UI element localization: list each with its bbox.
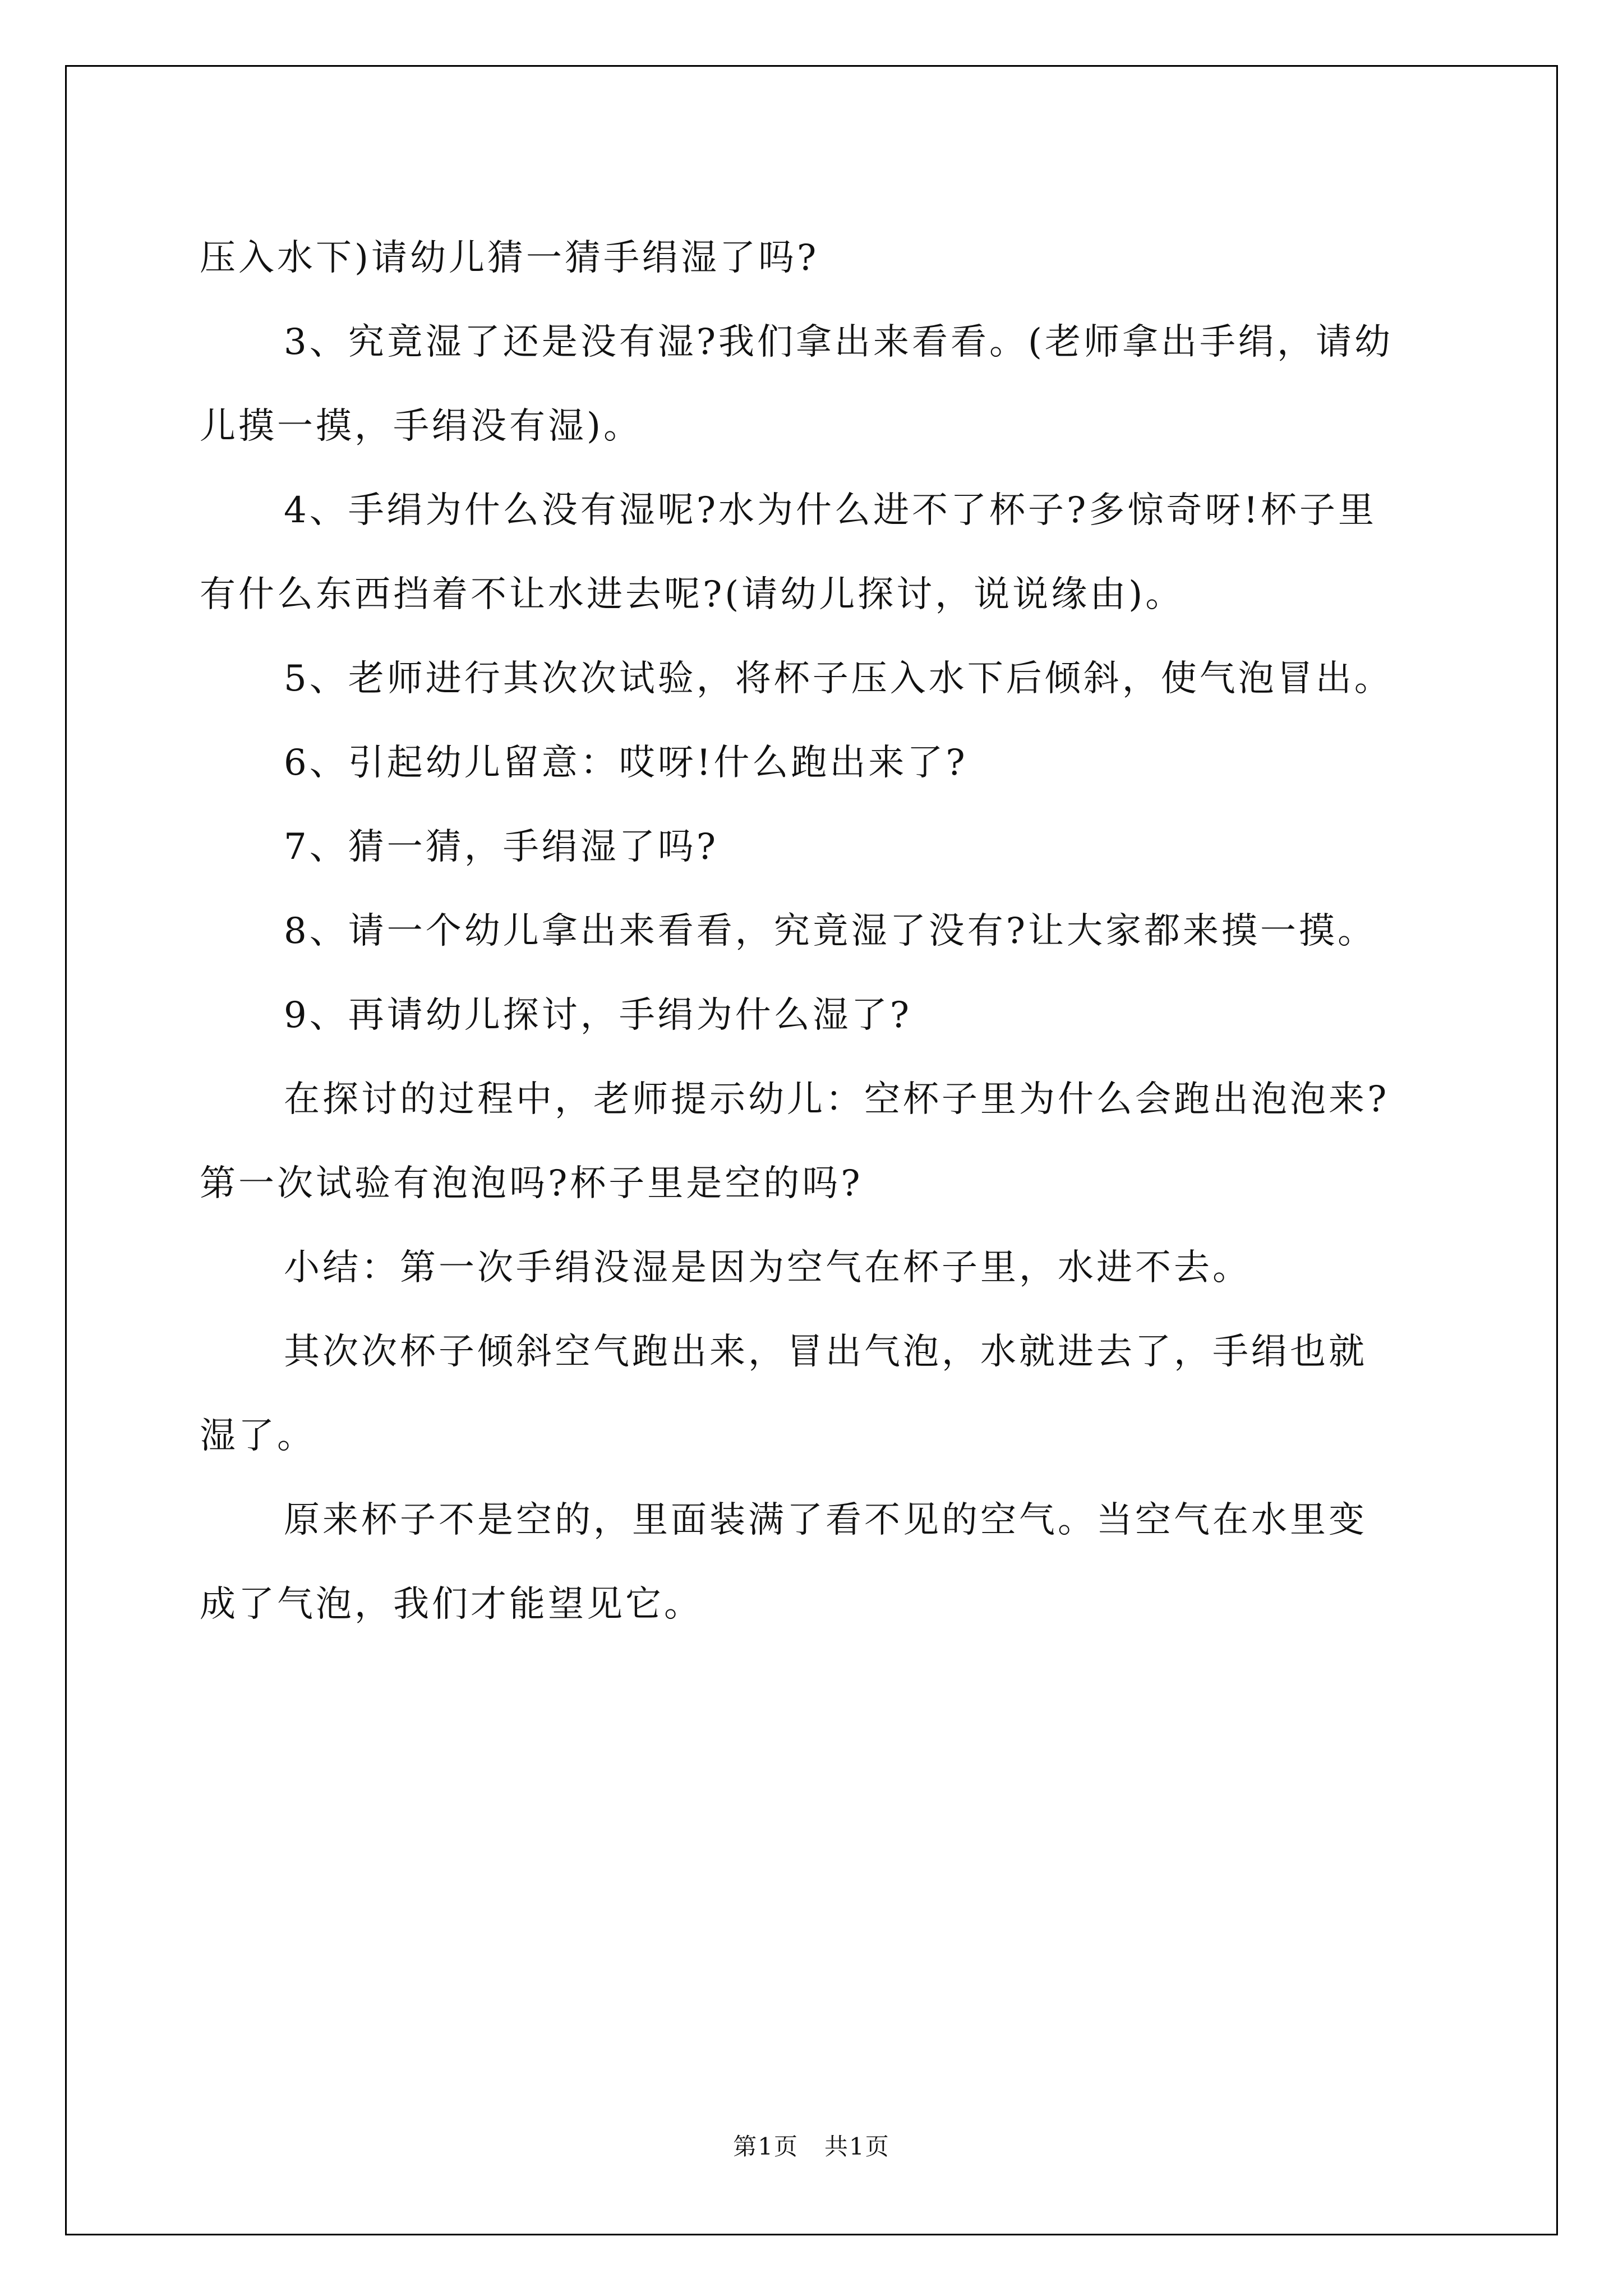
paragraph: 7、猜一猜，手绢湿了吗? <box>284 826 719 868</box>
paragraph: 有什么东西挡着不让水进去呢?(请幼儿探讨，说说缘由)。 <box>200 574 1184 615</box>
paragraph: 儿摸一摸，手绢没有湿)。 <box>200 406 642 447</box>
paragraph: 6、引起幼儿留意：哎呀!什么跑出来了? <box>284 742 968 784</box>
paragraph: 压入水下)请幼儿猜一猜手绢湿了吗? <box>200 237 819 279</box>
paragraph: 9、再请幼儿探讨，手绢为什么湿了? <box>284 995 912 1036</box>
paragraph: 成了气泡，我们才能望见它。 <box>200 1584 703 1625</box>
paragraph: 8、请一个幼儿拿出来看看，究竟湿了没有?让大家都来摸一摸。 <box>284 910 1377 952</box>
paragraph: 在探讨的过程中，老师提示幼儿：空杯子里为什么会跑出泡泡来? <box>284 1079 1390 1120</box>
paragraph: 其次次杯子倾斜空气跑出来，冒出气泡，水就进去了，手绢也就 <box>284 1331 1367 1373</box>
paragraph: 5、老师进行其次次试验，将杯子压入水下后倾斜，使气泡冒出。 <box>284 658 1393 700</box>
document-body <box>200 216 1450 1646</box>
paragraph: 湿了。 <box>200 1415 316 1457</box>
paragraph: 4、手绢为什么没有湿呢?水为什么进不了杯子?多惊奇呀!杯子里 <box>284 490 1377 531</box>
page-number-footer: 第1页 共1页 <box>733 2133 890 2160</box>
paragraph: 第一次试验有泡泡吗?杯子里是空的吗? <box>200 1163 863 1204</box>
paragraph: 小结：第一次手绢没湿是因为空气在杯子里，水进不去。 <box>284 1247 1251 1289</box>
paragraph: 3、究竟湿了还是没有湿?我们拿出来看看。(老师拿出手绢，请幼 <box>284 321 1393 363</box>
paragraph: 原来杯子不是空的，里面装满了看不见的空气。当空气在水里变 <box>284 1499 1367 1541</box>
